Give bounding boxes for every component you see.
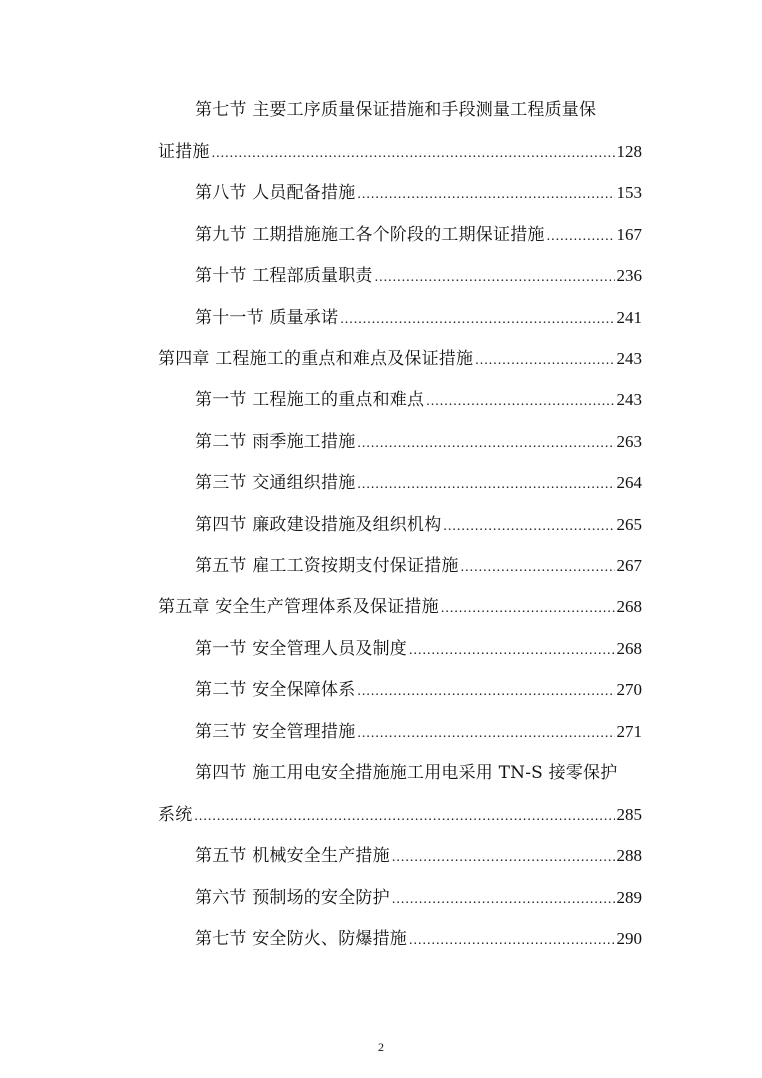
- toc-entry[interactable]: [195, 430, 642, 454]
- toc-entry-text: 第四章 工程施工的重点和难点及保证措施: [158, 349, 474, 369]
- toc-entry-text: 第五节 机械安全生产措施: [195, 846, 390, 866]
- toc-entry[interactable]: [195, 554, 642, 578]
- toc-entry[interactable]: [158, 595, 642, 619]
- toc-page-number: 270: [616, 680, 642, 699]
- dot-leader: [461, 556, 615, 580]
- toc-entry-text: 第八节 人员配备措施: [195, 183, 356, 203]
- dot-leader: [392, 846, 615, 870]
- toc-page-number: 236: [616, 266, 642, 285]
- toc-entry-text: 第一节 工程施工的重点和难点: [195, 390, 425, 410]
- toc-entry-text: 第五章 安全生产管理体系及保证措施: [158, 597, 439, 617]
- footer-page-number: 2: [378, 1040, 384, 1054]
- dot-leader: [409, 639, 614, 663]
- toc-entry[interactable]: [195, 306, 642, 330]
- dot-leader: [443, 515, 614, 539]
- toc-entry[interactable]: [158, 803, 642, 827]
- toc-entry[interactable]: [195, 844, 642, 868]
- toc-entry[interactable]: [195, 471, 642, 495]
- dot-leader: [357, 432, 614, 456]
- dot-leader: [409, 929, 614, 953]
- toc-entry[interactable]: [195, 637, 642, 661]
- toc-entry[interactable]: [195, 264, 642, 288]
- toc-entry[interactable]: [195, 720, 642, 744]
- dot-leader: [392, 888, 615, 912]
- toc-page-number: 243: [616, 390, 642, 409]
- toc-entry-text: 第十一节 质量承诺: [195, 308, 339, 328]
- toc-page-number: 265: [616, 515, 642, 534]
- toc-page-number: 268: [616, 597, 642, 616]
- toc-page-number: 128: [616, 142, 642, 161]
- toc-entry-text: 第四节 廉政建设措施及组织机构: [195, 515, 442, 535]
- toc-entry-text: 第七节 主要工序质量保证措施和手段测量工程质量保: [195, 100, 597, 120]
- toc-entry-text: 证措施: [158, 142, 210, 162]
- toc-entry-text: 第六节 预制场的安全防护: [195, 888, 390, 908]
- toc-entry[interactable]: [195, 927, 642, 951]
- dot-leader: [340, 308, 614, 332]
- toc-entry-text: 第二节 安全保障体系: [195, 680, 356, 700]
- toc-entry-text: 系统: [158, 805, 193, 825]
- dot-leader: [357, 680, 614, 704]
- dot-leader: [357, 473, 614, 497]
- toc-entry-text: 第三节 安全管理措施: [195, 722, 356, 742]
- toc-entry-text: 第五节 雇工工资按期支付保证措施: [195, 556, 459, 576]
- toc-page-number: 290: [616, 929, 642, 948]
- dot-leader: [212, 142, 615, 166]
- toc-page-number: 285: [616, 805, 642, 824]
- toc-entry-text: 第七节 安全防火、防爆措施: [195, 929, 408, 949]
- toc-entry[interactable]: [195, 388, 642, 412]
- toc-page-number: 271: [616, 722, 642, 741]
- dot-leader: [547, 225, 615, 249]
- toc-entry-text: 第十节 工程部质量职责: [195, 266, 373, 286]
- toc-entry-text: 第二节 雨季施工措施: [195, 432, 356, 452]
- dot-leader: [357, 722, 614, 746]
- toc-entry-text: 第四节 施工用电安全措施施工用电采用 TN-S 接零保护: [195, 763, 618, 783]
- toc-entry[interactable]: [195, 181, 642, 205]
- dot-leader: [475, 349, 614, 373]
- toc-page-number: 263: [616, 432, 642, 451]
- toc-page-number: 268: [616, 639, 642, 658]
- toc-entry[interactable]: [195, 678, 642, 702]
- toc-page-number: 243: [616, 349, 642, 368]
- toc-entry[interactable]: [158, 140, 642, 164]
- toc-page-number: 167: [616, 225, 642, 244]
- toc-entry[interactable]: [195, 886, 642, 910]
- dot-leader: [426, 390, 614, 414]
- toc-entry[interactable]: [158, 347, 642, 371]
- toc-entry[interactable]: [195, 513, 642, 537]
- toc-page-number: 241: [616, 308, 642, 327]
- dot-leader: [357, 183, 614, 207]
- toc-page-number: 267: [616, 556, 642, 575]
- dot-leader: [441, 597, 615, 621]
- toc-entry-text: 第一节 安全管理人员及制度: [195, 639, 408, 659]
- toc-entry-text: 第九节 工期措施施工各个阶段的工期保证措施: [195, 225, 545, 245]
- dot-leader: [194, 805, 614, 829]
- toc-page-number: 153: [616, 183, 642, 202]
- toc-page-number: 289: [616, 888, 642, 907]
- dot-leader: [375, 266, 615, 290]
- toc-entry-text: 第三节 交通组织措施: [195, 473, 356, 493]
- toc-page-number: 288: [616, 846, 642, 865]
- toc-page-number: 264: [616, 473, 642, 492]
- toc-entry[interactable]: [195, 223, 642, 247]
